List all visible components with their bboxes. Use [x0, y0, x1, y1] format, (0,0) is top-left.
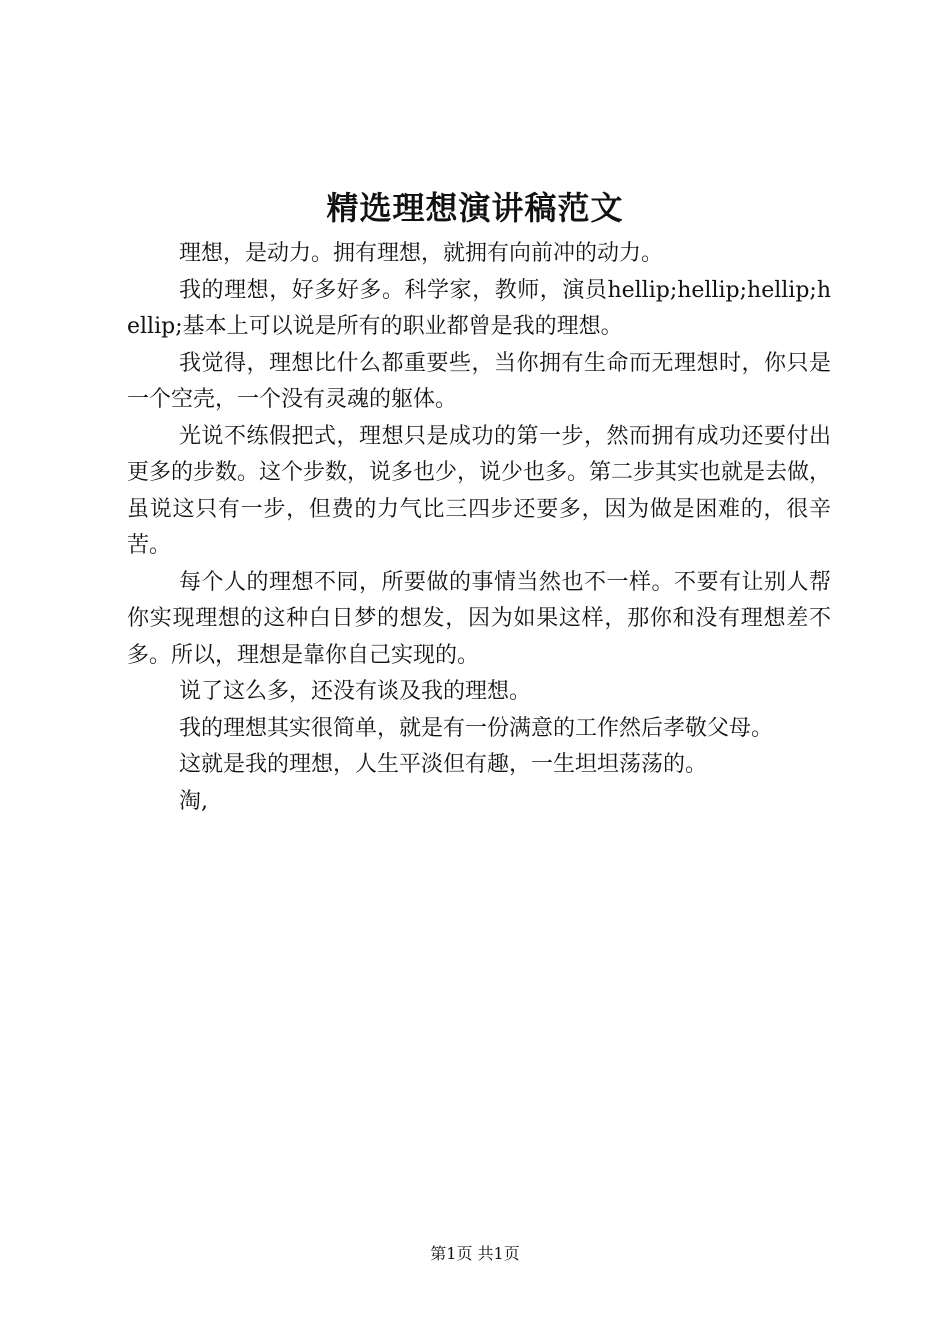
page-footer: 第1页 共1页 [430, 1244, 520, 1263]
paragraph-7: 我的理想其实很简单，就是有一份满意的工作然后孝敬父母。 [179, 715, 774, 741]
paragraph-2: 我的理想，好多好多。科学家，教师，演员hellip;hellip;hellip;hellip;基本上可以说是所有的职业都曾是我的理想。 [127, 277, 831, 339]
paragraph-4: 光说不练假把式，理想只是成功的第一步，然而拥有成功还要付出更多的步数。这个步数，说多也少，说少也多。第二步其实也就是去做，虽说这只有一步，但费的力气比三四步还要多，因为做是困难的，很辛苦。 [127, 423, 832, 558]
paragraph-1: 理想，是动力。拥有理想，就拥有向前冲的动力。 [179, 241, 664, 266]
document-body [127, 236, 831, 820]
paragraph-5: 每个人的理想不同，所要做的事情当然也不一样。不要有让别人帮你实现理想的这种白日梦的想发，因为如果这样，那你和没有理想差不多。所以，理想是靠你自己实现的。 [127, 569, 831, 668]
paragraph-8: 这就是我的理想，人生平淡但有趣，一生坦坦荡荡的。 [179, 752, 708, 777]
paragraph-3: 我觉得，理想比什么都重要些，当你拥有生命而无理想时，你只是一个空壳，一个没有灵魂的躯体。 [127, 350, 831, 412]
paragraph-6: 说了这么多，还没有谈及我的理想。 [179, 679, 532, 704]
document-title: 精选理想演讲稿范文 [326, 189, 624, 227]
paragraph-9: 淘, [179, 788, 208, 814]
